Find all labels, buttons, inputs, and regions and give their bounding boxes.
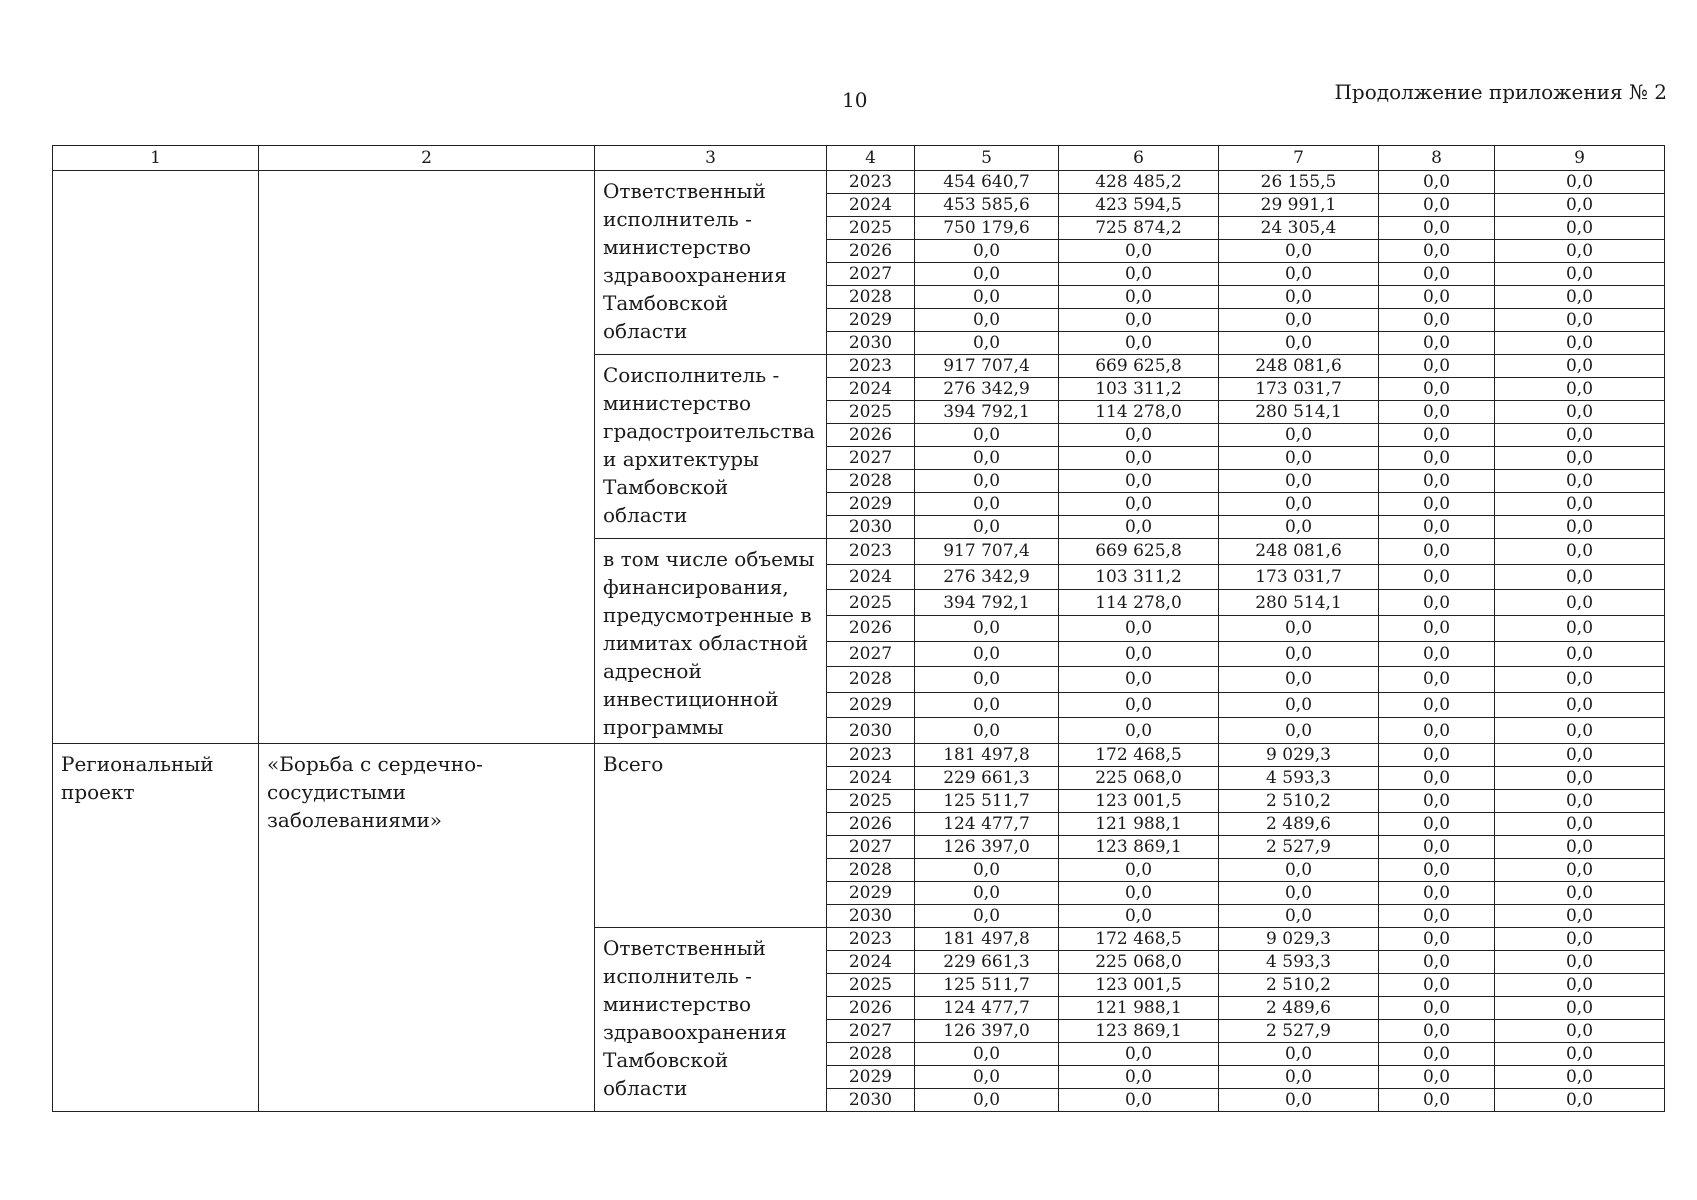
col8-cell: 0,0 [1379, 1043, 1495, 1066]
col8-cell: 0,0 [1379, 470, 1495, 493]
col7-cell: 0,0 [1219, 332, 1379, 355]
year-cell: 2028 [827, 470, 915, 493]
col7-cell: 0,0 [1219, 240, 1379, 263]
col6-cell: 0,0 [1059, 447, 1219, 470]
total-cell: 276 342,9 [915, 564, 1059, 590]
col8-cell: 0,0 [1379, 836, 1495, 859]
col7-cell: 0,0 [1219, 641, 1379, 667]
executor-label: Ответственный исполнитель - министерство здравоохранения Тамбовской области [595, 928, 827, 1112]
column-header-3: 3 [595, 146, 827, 171]
col8-cell: 0,0 [1379, 767, 1495, 790]
col7-cell: 0,0 [1219, 286, 1379, 309]
col6-cell: 123 001,5 [1059, 790, 1219, 813]
col9-cell: 0,0 [1495, 615, 1665, 641]
col7-cell: 248 081,6 [1219, 539, 1379, 565]
year-cell: 2023 [827, 355, 915, 378]
col9-cell: 0,0 [1495, 744, 1665, 767]
financing-table-body [53, 146, 1665, 1112]
total-cell: 0,0 [915, 641, 1059, 667]
col8-cell: 0,0 [1379, 240, 1495, 263]
col9-cell: 0,0 [1495, 790, 1665, 813]
col9-cell: 0,0 [1495, 590, 1665, 616]
col9-cell: 0,0 [1495, 355, 1665, 378]
col8-cell: 0,0 [1379, 951, 1495, 974]
year-cell: 2025 [827, 974, 915, 997]
col6-cell: 0,0 [1059, 240, 1219, 263]
total-cell: 750 179,6 [915, 217, 1059, 240]
col6-cell: 0,0 [1059, 718, 1219, 744]
col8-cell: 0,0 [1379, 564, 1495, 590]
col9-cell: 0,0 [1495, 217, 1665, 240]
total-cell: 0,0 [915, 859, 1059, 882]
col6-cell: 0,0 [1059, 332, 1219, 355]
col8-cell: 0,0 [1379, 355, 1495, 378]
col7-cell: 0,0 [1219, 309, 1379, 332]
col8-cell: 0,0 [1379, 590, 1495, 616]
col7-cell: 26 155,5 [1219, 171, 1379, 194]
col8-cell: 0,0 [1379, 615, 1495, 641]
col7-cell: 0,0 [1219, 859, 1379, 882]
col6-cell: 669 625,8 [1059, 539, 1219, 565]
year-cell: 2028 [827, 286, 915, 309]
col7-cell: 24 305,4 [1219, 217, 1379, 240]
total-cell: 454 640,7 [915, 171, 1059, 194]
col9-cell: 0,0 [1495, 767, 1665, 790]
col6-cell: 0,0 [1059, 286, 1219, 309]
executor-label: Соисполнитель - министерство градостроительства и архитектуры Тамбовской области [595, 355, 827, 539]
col8-cell: 0,0 [1379, 447, 1495, 470]
total-cell: 181 497,8 [915, 928, 1059, 951]
col7-cell: 0,0 [1219, 493, 1379, 516]
total-cell: 229 661,3 [915, 767, 1059, 790]
col7-cell: 173 031,7 [1219, 564, 1379, 590]
year-cell: 2025 [827, 401, 915, 424]
column-header-7: 7 [1219, 146, 1379, 171]
col9-cell: 0,0 [1495, 171, 1665, 194]
col6-cell: 428 485,2 [1059, 171, 1219, 194]
year-cell: 2025 [827, 790, 915, 813]
col6-cell: 172 468,5 [1059, 928, 1219, 951]
total-cell: 453 585,6 [915, 194, 1059, 217]
col8-cell: 0,0 [1379, 194, 1495, 217]
col8-cell: 0,0 [1379, 1066, 1495, 1089]
total-cell: 0,0 [915, 692, 1059, 718]
col9-cell: 0,0 [1495, 974, 1665, 997]
col8-cell: 0,0 [1379, 263, 1495, 286]
total-cell: 0,0 [915, 1089, 1059, 1112]
col8-cell: 0,0 [1379, 859, 1495, 882]
year-cell: 2024 [827, 564, 915, 590]
col9-cell: 0,0 [1495, 692, 1665, 718]
total-cell: 276 342,9 [915, 378, 1059, 401]
col6-cell: 114 278,0 [1059, 590, 1219, 616]
table-row [53, 171, 1665, 194]
total-cell: 0,0 [915, 263, 1059, 286]
col8-cell: 0,0 [1379, 718, 1495, 744]
section-col2 [259, 171, 595, 744]
year-cell: 2027 [827, 1020, 915, 1043]
col9-cell: 0,0 [1495, 882, 1665, 905]
col9-cell: 0,0 [1495, 1066, 1665, 1089]
col8-cell: 0,0 [1379, 974, 1495, 997]
col9-cell: 0,0 [1495, 928, 1665, 951]
year-cell: 2029 [827, 309, 915, 332]
col6-cell: 0,0 [1059, 905, 1219, 928]
col9-cell: 0,0 [1495, 859, 1665, 882]
col6-cell: 725 874,2 [1059, 217, 1219, 240]
year-cell: 2028 [827, 859, 915, 882]
col6-cell: 669 625,8 [1059, 355, 1219, 378]
col7-cell: 2 510,2 [1219, 974, 1379, 997]
year-cell: 2023 [827, 744, 915, 767]
year-cell: 2025 [827, 590, 915, 616]
year-cell: 2027 [827, 447, 915, 470]
section-col1 [53, 171, 259, 744]
year-cell: 2023 [827, 171, 915, 194]
total-cell: 917 707,4 [915, 539, 1059, 565]
executor-label: в том числе объемы финансирования, предусмотренные в лимитах областной адресной инвестиционной программы [595, 539, 827, 744]
year-cell: 2030 [827, 1089, 915, 1112]
col9-cell: 0,0 [1495, 240, 1665, 263]
year-cell: 2027 [827, 641, 915, 667]
col9-cell: 0,0 [1495, 1089, 1665, 1112]
total-cell: 394 792,1 [915, 590, 1059, 616]
col8-cell: 0,0 [1379, 516, 1495, 539]
col9-cell: 0,0 [1495, 667, 1665, 693]
col7-cell: 9 029,3 [1219, 928, 1379, 951]
col9-cell: 0,0 [1495, 1020, 1665, 1043]
col7-cell: 2 510,2 [1219, 790, 1379, 813]
total-cell: 0,0 [915, 240, 1059, 263]
col9-cell: 0,0 [1495, 641, 1665, 667]
col8-cell: 0,0 [1379, 813, 1495, 836]
col8-cell: 0,0 [1379, 928, 1495, 951]
col6-cell: 0,0 [1059, 516, 1219, 539]
col8-cell: 0,0 [1379, 641, 1495, 667]
column-header-1: 1 [53, 146, 259, 171]
total-cell: 0,0 [915, 667, 1059, 693]
col7-cell: 2 527,9 [1219, 836, 1379, 859]
year-cell: 2028 [827, 667, 915, 693]
year-cell: 2029 [827, 882, 915, 905]
col9-cell: 0,0 [1495, 447, 1665, 470]
total-cell: 0,0 [915, 309, 1059, 332]
col7-cell: 0,0 [1219, 882, 1379, 905]
total-cell: 0,0 [915, 470, 1059, 493]
total-cell: 0,0 [915, 424, 1059, 447]
total-cell: 917 707,4 [915, 355, 1059, 378]
col6-cell: 121 988,1 [1059, 997, 1219, 1020]
total-cell: 0,0 [915, 447, 1059, 470]
col6-cell: 172 468,5 [1059, 744, 1219, 767]
total-cell: 229 661,3 [915, 951, 1059, 974]
col6-cell: 0,0 [1059, 859, 1219, 882]
col7-cell: 0,0 [1219, 424, 1379, 447]
column-header-2: 2 [259, 146, 595, 171]
col6-cell: 0,0 [1059, 493, 1219, 516]
col6-cell: 0,0 [1059, 1066, 1219, 1089]
col6-cell: 423 594,5 [1059, 194, 1219, 217]
total-cell: 0,0 [915, 905, 1059, 928]
year-cell: 2025 [827, 217, 915, 240]
total-cell: 181 497,8 [915, 744, 1059, 767]
section-col2: «Борьба с сердечно-сосудистыми заболеваниями» [259, 744, 595, 1112]
column-header-8: 8 [1379, 146, 1495, 171]
col7-cell: 0,0 [1219, 447, 1379, 470]
col8-cell: 0,0 [1379, 997, 1495, 1020]
col6-cell: 123 869,1 [1059, 1020, 1219, 1043]
col8-cell: 0,0 [1379, 378, 1495, 401]
col9-cell: 0,0 [1495, 424, 1665, 447]
col9-cell: 0,0 [1495, 493, 1665, 516]
total-cell: 0,0 [915, 882, 1059, 905]
col9-cell: 0,0 [1495, 194, 1665, 217]
col6-cell: 0,0 [1059, 667, 1219, 693]
col9-cell: 0,0 [1495, 1043, 1665, 1066]
col6-cell: 103 311,2 [1059, 564, 1219, 590]
column-header-6: 6 [1059, 146, 1219, 171]
page-number: 10 [842, 88, 868, 112]
col7-cell: 29 991,1 [1219, 194, 1379, 217]
col9-cell: 0,0 [1495, 286, 1665, 309]
col6-cell: 123 001,5 [1059, 974, 1219, 997]
col7-cell: 2 527,9 [1219, 1020, 1379, 1043]
col8-cell: 0,0 [1379, 667, 1495, 693]
year-cell: 2030 [827, 905, 915, 928]
col8-cell: 0,0 [1379, 744, 1495, 767]
col7-cell: 173 031,7 [1219, 378, 1379, 401]
col7-cell: 0,0 [1219, 615, 1379, 641]
executor-label: Всего [595, 744, 827, 928]
col6-cell: 0,0 [1059, 615, 1219, 641]
financing-table [52, 145, 1665, 1112]
header-row [53, 146, 1665, 171]
col9-cell: 0,0 [1495, 813, 1665, 836]
total-cell: 0,0 [915, 286, 1059, 309]
year-cell: 2024 [827, 194, 915, 217]
col7-cell: 248 081,6 [1219, 355, 1379, 378]
col9-cell: 0,0 [1495, 378, 1665, 401]
col8-cell: 0,0 [1379, 539, 1495, 565]
year-cell: 2024 [827, 951, 915, 974]
year-cell: 2026 [827, 240, 915, 263]
column-header-9: 9 [1495, 146, 1665, 171]
col9-cell: 0,0 [1495, 539, 1665, 565]
col9-cell: 0,0 [1495, 309, 1665, 332]
col9-cell: 0,0 [1495, 263, 1665, 286]
col9-cell: 0,0 [1495, 401, 1665, 424]
col7-cell: 9 029,3 [1219, 744, 1379, 767]
year-cell: 2024 [827, 378, 915, 401]
year-cell: 2026 [827, 615, 915, 641]
total-cell: 124 477,7 [915, 997, 1059, 1020]
col8-cell: 0,0 [1379, 332, 1495, 355]
col7-cell: 0,0 [1219, 263, 1379, 286]
col9-cell: 0,0 [1495, 951, 1665, 974]
col7-cell: 0,0 [1219, 516, 1379, 539]
col6-cell: 0,0 [1059, 309, 1219, 332]
col7-cell: 2 489,6 [1219, 997, 1379, 1020]
col6-cell: 103 311,2 [1059, 378, 1219, 401]
col7-cell: 0,0 [1219, 667, 1379, 693]
total-cell: 126 397,0 [915, 1020, 1059, 1043]
col6-cell: 0,0 [1059, 263, 1219, 286]
table-row [53, 744, 1665, 767]
executor-label: Ответственный исполнитель - министерство здравоохранения Тамбовской области [595, 171, 827, 355]
col7-cell: 4 593,3 [1219, 767, 1379, 790]
col9-cell: 0,0 [1495, 470, 1665, 493]
col6-cell: 0,0 [1059, 692, 1219, 718]
col6-cell: 0,0 [1059, 424, 1219, 447]
col9-cell: 0,0 [1495, 997, 1665, 1020]
col6-cell: 0,0 [1059, 1089, 1219, 1112]
year-cell: 2029 [827, 692, 915, 718]
total-cell: 0,0 [915, 1043, 1059, 1066]
col8-cell: 0,0 [1379, 401, 1495, 424]
col8-cell: 0,0 [1379, 309, 1495, 332]
total-cell: 394 792,1 [915, 401, 1059, 424]
year-cell: 2026 [827, 997, 915, 1020]
year-cell: 2029 [827, 1066, 915, 1089]
total-cell: 126 397,0 [915, 836, 1059, 859]
col6-cell: 121 988,1 [1059, 813, 1219, 836]
col6-cell: 0,0 [1059, 470, 1219, 493]
col9-cell: 0,0 [1495, 836, 1665, 859]
col6-cell: 0,0 [1059, 882, 1219, 905]
col7-cell: 2 489,6 [1219, 813, 1379, 836]
col9-cell: 0,0 [1495, 564, 1665, 590]
year-cell: 2029 [827, 493, 915, 516]
col6-cell: 0,0 [1059, 1043, 1219, 1066]
col9-cell: 0,0 [1495, 332, 1665, 355]
column-header-4: 4 [827, 146, 915, 171]
total-cell: 0,0 [915, 493, 1059, 516]
year-cell: 2026 [827, 813, 915, 836]
col7-cell: 0,0 [1219, 1066, 1379, 1089]
continuation-header: Продолжение приложения № 2 [1334, 80, 1667, 104]
col7-cell: 0,0 [1219, 470, 1379, 493]
year-cell: 2027 [827, 263, 915, 286]
col8-cell: 0,0 [1379, 424, 1495, 447]
col9-cell: 0,0 [1495, 718, 1665, 744]
col8-cell: 0,0 [1379, 171, 1495, 194]
col8-cell: 0,0 [1379, 493, 1495, 516]
col6-cell: 123 869,1 [1059, 836, 1219, 859]
total-cell: 0,0 [915, 332, 1059, 355]
col8-cell: 0,0 [1379, 790, 1495, 813]
col6-cell: 114 278,0 [1059, 401, 1219, 424]
total-cell: 0,0 [915, 718, 1059, 744]
col8-cell: 0,0 [1379, 1020, 1495, 1043]
col6-cell: 225 068,0 [1059, 767, 1219, 790]
col8-cell: 0,0 [1379, 882, 1495, 905]
col9-cell: 0,0 [1495, 516, 1665, 539]
col8-cell: 0,0 [1379, 692, 1495, 718]
section-col1: Региональный проект [53, 744, 259, 1112]
column-header-5: 5 [915, 146, 1059, 171]
col7-cell: 280 514,1 [1219, 401, 1379, 424]
col7-cell: 0,0 [1219, 718, 1379, 744]
col7-cell: 0,0 [1219, 905, 1379, 928]
total-cell: 0,0 [915, 615, 1059, 641]
year-cell: 2026 [827, 424, 915, 447]
year-cell: 2028 [827, 1043, 915, 1066]
col6-cell: 0,0 [1059, 641, 1219, 667]
total-cell: 0,0 [915, 516, 1059, 539]
year-cell: 2027 [827, 836, 915, 859]
col6-cell: 225 068,0 [1059, 951, 1219, 974]
total-cell: 125 511,7 [915, 974, 1059, 997]
col7-cell: 4 593,3 [1219, 951, 1379, 974]
col8-cell: 0,0 [1379, 1089, 1495, 1112]
col9-cell: 0,0 [1495, 905, 1665, 928]
year-cell: 2023 [827, 539, 915, 565]
col8-cell: 0,0 [1379, 217, 1495, 240]
col7-cell: 0,0 [1219, 692, 1379, 718]
year-cell: 2023 [827, 928, 915, 951]
col7-cell: 0,0 [1219, 1043, 1379, 1066]
year-cell: 2030 [827, 332, 915, 355]
col8-cell: 0,0 [1379, 905, 1495, 928]
col8-cell: 0,0 [1379, 286, 1495, 309]
total-cell: 0,0 [915, 1066, 1059, 1089]
col7-cell: 0,0 [1219, 1089, 1379, 1112]
year-cell: 2030 [827, 718, 915, 744]
total-cell: 125 511,7 [915, 790, 1059, 813]
col7-cell: 280 514,1 [1219, 590, 1379, 616]
total-cell: 124 477,7 [915, 813, 1059, 836]
year-cell: 2030 [827, 516, 915, 539]
year-cell: 2024 [827, 767, 915, 790]
